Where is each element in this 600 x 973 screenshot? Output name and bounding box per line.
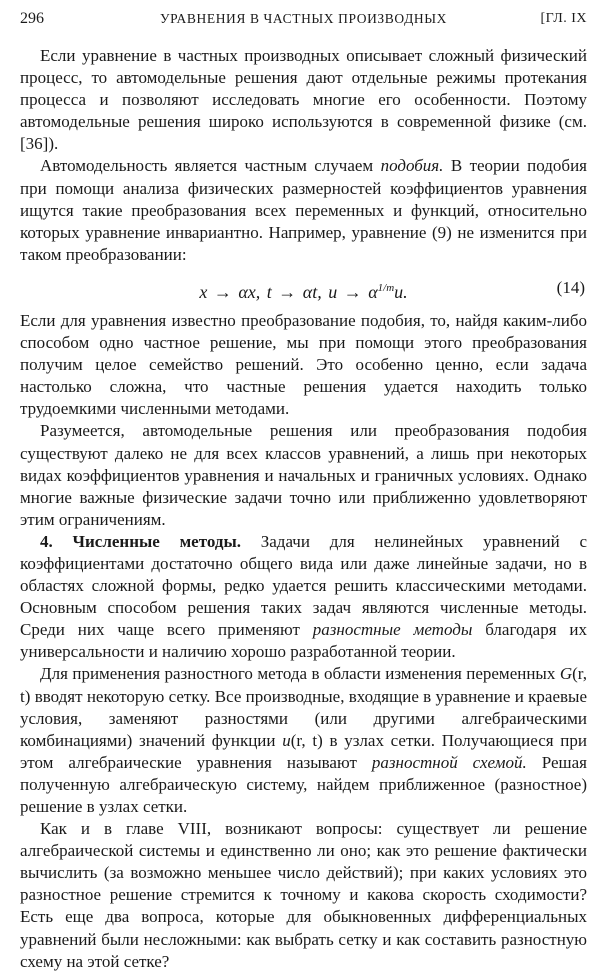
paragraph-6-text-c: в узлах сетки. Получающиеся при этом алгебраические уравнения называют xyxy=(20,730,587,772)
term-similarity: подобия. xyxy=(380,156,444,176)
paragraph-5-text-c: благодаря их универсальности и наличию хорошо разработанной теории. xyxy=(20,620,587,662)
paragraph-2-text-a: Автомодельность является частным случаем xyxy=(40,156,381,176)
equation-number: (14) xyxy=(556,277,585,297)
paragraph-2 xyxy=(20,155,587,265)
formula-tail: u. xyxy=(394,281,408,302)
formula-14 xyxy=(20,266,587,310)
formula-expression xyxy=(20,277,587,303)
paragraph-7: Как и в главе VIII, возникают вопросы: существует ли решение алгебраической системы и единственно ли оно; как это решение фактически вычислить (за возможно меньшее число действий); при каких условиях это разностное решение стремится к точному и какова скорость сходимости? Есть еще два вопроса, которые для обыкновенных дифференциальных уравнений были несложными: как выбрать сетку и как составить разностную схему на этой сетке? xyxy=(20,819,587,971)
chapter-label: [ГЛ. IX xyxy=(540,11,587,26)
symbol-u: u xyxy=(282,730,291,750)
paragraph-1: Если уравнение в частных производных описывает сложный физический процесс, то автомодельные решения дают отдельные режимы протекания процесса и позволяют исследовать многие его особенности. Поэтому автомодельные решения широко используются в современной физике (см. [36]). xyxy=(20,46,587,154)
paragraph-6-text-e: Решая полученную алгебраическую систему, найдем приближенное (разностное) решение в узлах сетки. xyxy=(20,752,587,816)
term-difference-methods: разностные методы xyxy=(312,620,473,640)
section-heading: 4. Численные методы. xyxy=(40,531,241,551)
symbol-g-args: (r, t) xyxy=(20,664,587,706)
paragraph-2-text-c: В теории подобия при помощи анализа физических размерностей коэффициентов уравнения ищутся такие преобразования всех переменных и функций, относительно которых уравнение инвариантно. Например, уравнение (9) не изменится при таком преобразовании: xyxy=(20,156,587,264)
term-difference-scheme: разностной схемой. xyxy=(371,752,527,772)
page-number: 296 xyxy=(20,10,44,27)
formula-main: x → αx, t → αt, u → α xyxy=(199,281,378,302)
symbol-g: G xyxy=(559,664,573,684)
paragraph-4: Разумеется, автомодельные решения или преобразования подобия существуют далеко не для всех классов уравнений, а лишь при некоторых видах коэффициентов уравнения и начальных и граничных условиях. Однако многие важные физические задачи точно или приближенно удовлетворяют этим ограничениям. xyxy=(20,421,587,529)
book-page xyxy=(20,8,587,973)
paragraph-3: Если для уравнения известно преобразование подобия, то, найдя каким-либо способом одно частное решение, мы при помощи этого преобразования получим целое семейство решений. Это особенно ценно, если задача настолько сложна, что частные решения удается находить только трудоемкими численными методами. xyxy=(20,310,587,419)
paragraph-6-text-b: вводят некоторую сетку. Все производные, входящие в уравнение и краевые условия, заменяют разностями (или другими алгебраическими комбинациями) значений функции xyxy=(20,686,587,750)
symbol-u-args: (r, t) xyxy=(290,730,323,750)
paragraph-5 xyxy=(20,531,587,664)
page-header xyxy=(20,8,587,34)
paragraph-5-text-a: Задачи для нелинейных уравнений с коэффициентами достаточно общего вида или даже линейные задачи, но в областях сложной формы, редко удается решить классическими методами. Основным способом решения таких задач являются численные методы. Среди них чаще всего применяют xyxy=(20,531,587,640)
formula-exponent: 1/m xyxy=(377,281,395,294)
paragraph-6 xyxy=(20,663,587,818)
paragraph-6-text-a: Для применения разностного метода в области изменения переменных xyxy=(40,664,560,684)
body-text xyxy=(20,45,587,973)
running-title: УРАВНЕНИЯ В ЧАСТНЫХ ПРОИЗВОДНЫХ xyxy=(160,11,447,26)
